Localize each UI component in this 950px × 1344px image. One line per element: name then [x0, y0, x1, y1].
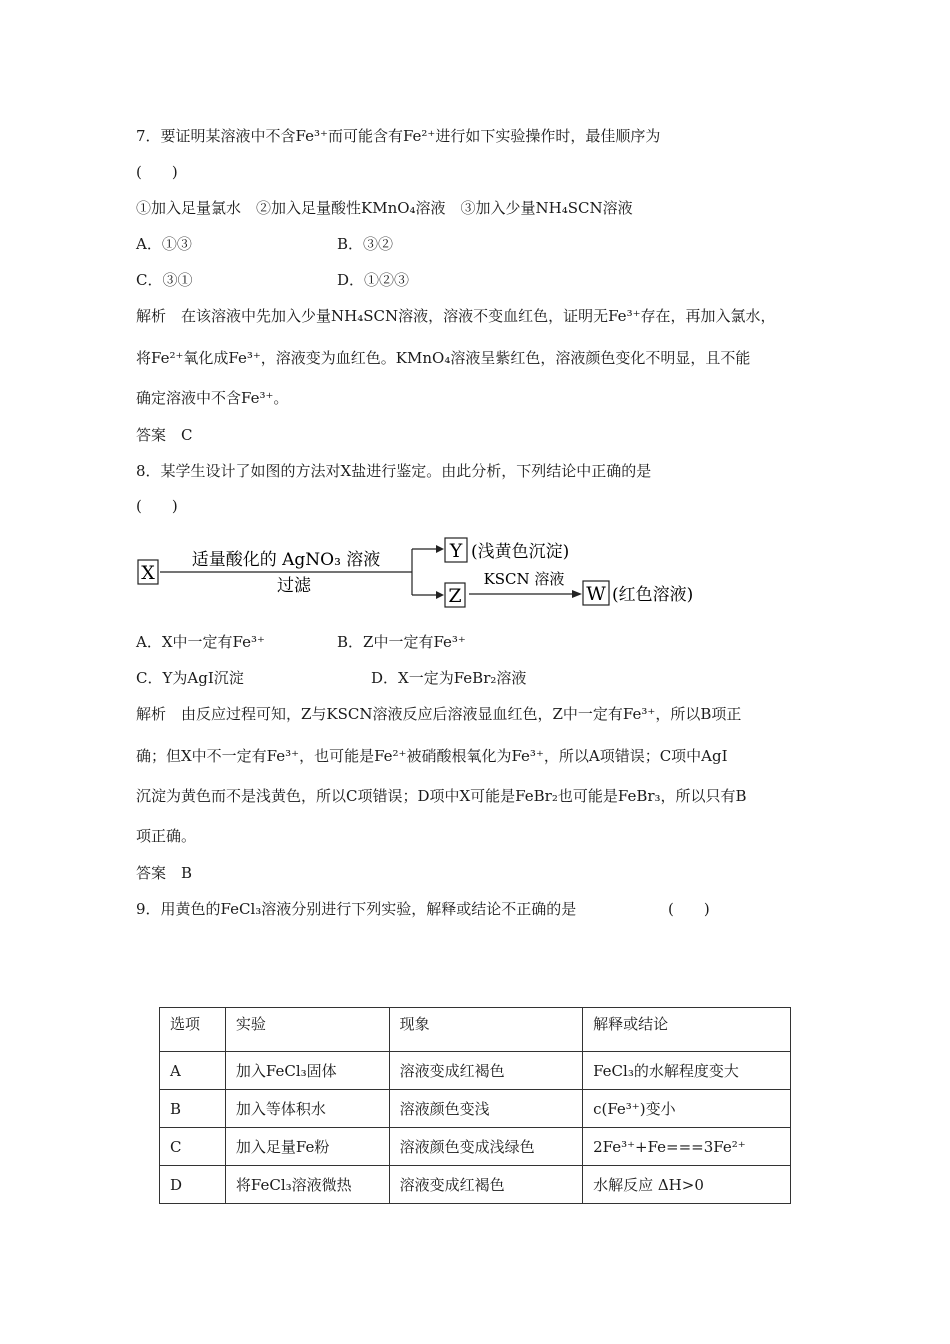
table-header-cell: 现象	[389, 1008, 583, 1052]
q7-option-a: A．①③	[136, 235, 192, 253]
table-header-cell: 选项	[160, 1008, 226, 1052]
y-label: Y	[449, 540, 463, 562]
q8-analysis-line2: 确；但X中不一定有Fe³⁺，也可能是Fe²⁺被硝酸根氧化为Fe³⁺，所以A项错误；C项中AgI	[136, 747, 728, 765]
q8-option-d: D．X一定为FeBr₂溶液	[371, 669, 527, 687]
q7-paren: ( )	[136, 163, 178, 181]
table-row	[160, 1128, 791, 1166]
q7-analysis-line1: 解析 在该溶液中先加入少量NH₄SCN溶液，溶液不变血红色，证明无Fe³⁺存在，再加入氯水，	[136, 307, 776, 325]
q8-option-a: A．X中一定有Fe³⁺	[136, 633, 265, 651]
table-cell: c(Fe³⁺)变小	[583, 1090, 791, 1128]
reagent-bottom: 过滤	[277, 576, 311, 596]
q7-analysis-line3: 确定溶液中不含Fe³⁺。	[136, 389, 289, 407]
kscn-label: KSCN 溶液	[483, 570, 565, 588]
q7-answer: 答案 C	[136, 426, 193, 444]
table-header-cell: 实验	[225, 1008, 389, 1052]
table-cell: 溶液颜色变浅	[389, 1090, 583, 1128]
q9-table	[159, 1007, 791, 1204]
q7-stem: 7．要证明某溶液中不含Fe³⁺而可能含有Fe²⁺进行如下实验操作时，最佳顺序为	[136, 127, 661, 145]
q8-analysis-line1: 解析 由反应过程可知，Z与KSCN溶液反应后溶液显血红色，Z中一定有Fe³⁺，所以B项正	[136, 705, 742, 723]
table-header-row	[160, 1008, 791, 1052]
q8-answer: 答案 B	[136, 864, 193, 882]
flow-diagram	[136, 534, 736, 614]
x-label: X	[141, 562, 155, 584]
q9-stem: 9．用黄色的FeCl₃溶液分别进行下列实验，解释或结论不正确的是	[136, 900, 577, 918]
q8-analysis-line3: 沉淀为黄色而不是浅黄色，所以C项错误；D项中X可能是FeBr₂也可能是FeBr₃，所以只有B	[136, 787, 747, 805]
q7-option-c: C．③①	[136, 271, 193, 289]
q7-analysis-line2: 将Fe²⁺氧化成Fe³⁺，溶液变为血红色。KMnO₄溶液呈紫红色，溶液颜色变化不明显，且不能	[136, 349, 751, 367]
table-cell: 加入FeCl₃固体	[225, 1052, 389, 1090]
q8-analysis-line4: 项正确。	[136, 827, 197, 845]
table-cell: 2Fe³⁺+Fe===3Fe²⁺	[583, 1128, 791, 1166]
z-label: Z	[448, 585, 462, 607]
q7-option-b: B．③②	[337, 235, 394, 253]
table-cell: 加入等体积水	[225, 1090, 389, 1128]
q9-paren: ( )	[668, 900, 710, 918]
table-cell: D	[160, 1166, 226, 1204]
table-cell: C	[160, 1128, 226, 1166]
table-row	[160, 1166, 791, 1204]
q8-option-b: B．Z中一定有Fe³⁺	[337, 633, 466, 651]
table-cell: A	[160, 1052, 226, 1090]
table-header-cell: 解释或结论	[583, 1008, 791, 1052]
table-row	[160, 1052, 791, 1090]
y-note: (浅黄色沉淀)	[471, 542, 570, 562]
table-cell: B	[160, 1090, 226, 1128]
table-cell: 将FeCl₃溶液微热	[225, 1166, 389, 1204]
table-cell: 水解反应 ΔH>0	[583, 1166, 791, 1204]
table-cell: 加入足量Fe粉	[225, 1128, 389, 1166]
w-label: W	[586, 583, 606, 605]
w-note: (红色溶液)	[612, 585, 694, 605]
q7-operations: ①加入足量氯水 ②加入足量酸性KMnO₄溶液 ③加入少量NH₄SCN溶液	[136, 199, 633, 217]
q8-paren: ( )	[136, 497, 178, 515]
reagent-top: 适量酸化的 AgNO₃ 溶液	[191, 550, 381, 570]
table-row	[160, 1090, 791, 1128]
q8-stem: 8．某学生设计了如图的方法对X盐进行鉴定。由此分析，下列结论中正确的是	[136, 462, 652, 480]
table-cell: FeCl₃的水解程度变大	[583, 1052, 791, 1090]
q7-option-d: D．①②③	[337, 271, 410, 289]
table-cell: 溶液颜色变成浅绿色	[389, 1128, 583, 1166]
table-cell: 溶液变成红褐色	[389, 1052, 583, 1090]
table-cell: 溶液变成红褐色	[389, 1166, 583, 1204]
q8-option-c: C．Y为AgI沉淀	[136, 669, 244, 687]
